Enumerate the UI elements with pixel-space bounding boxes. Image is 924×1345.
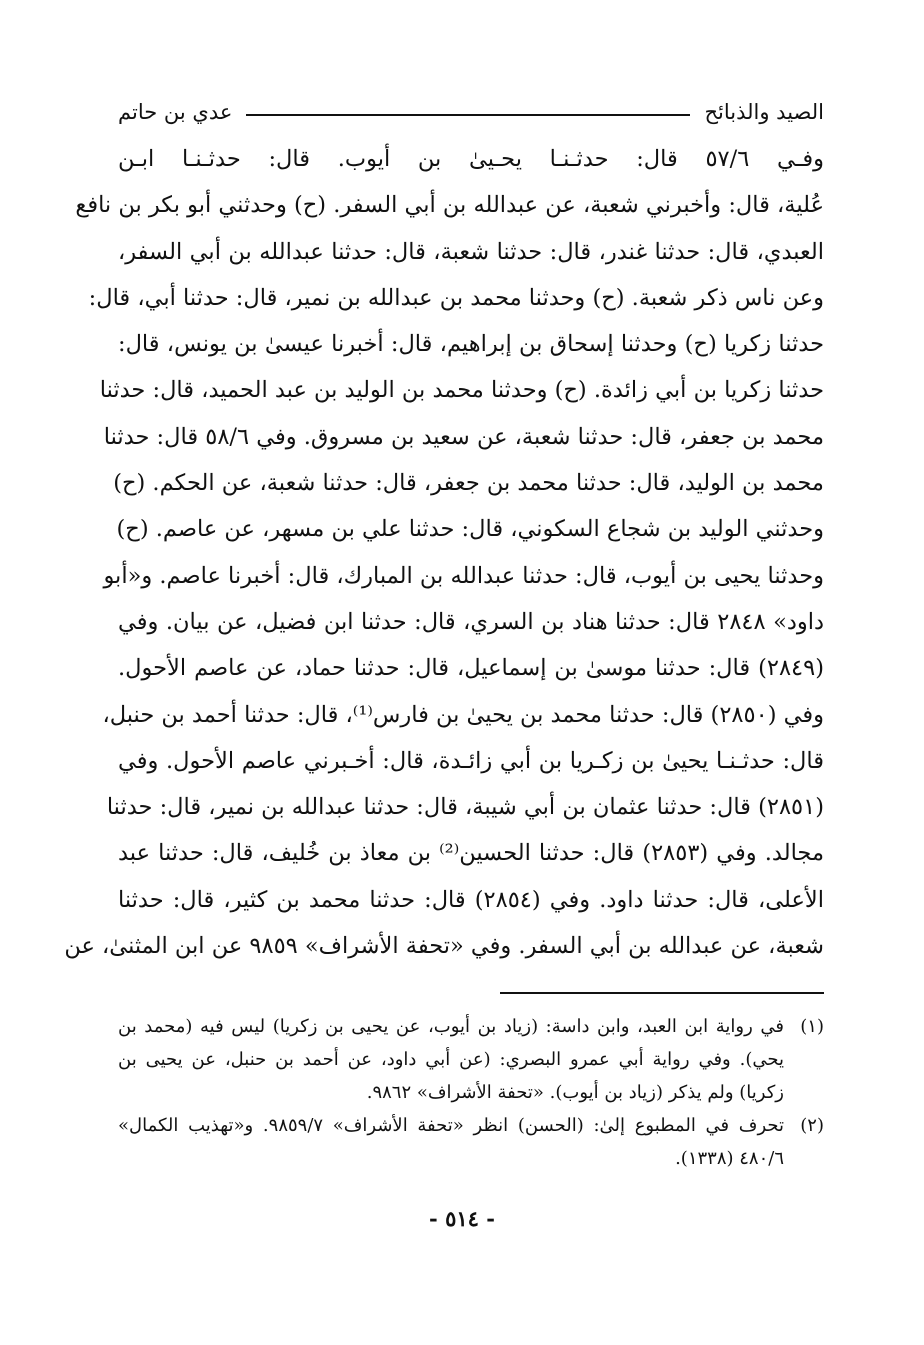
text-line: حدثنا زكريا بن أبي زائدة. (ح) وحدثنا محمد بن الوليد بن عبد الحميد، قال: حدثنا xyxy=(99,377,824,404)
footnote-line: ٤٨٠/٦ (١٣٣٨). xyxy=(675,1148,784,1169)
footnote-number: (٢) xyxy=(800,1115,824,1136)
text-line: داود» ٢٨٤٨ قال: حدثنا هناد بن السري، قال: حدثنا ابن فضيل، عن بيان. وفي xyxy=(118,608,824,635)
text-line: العبدي، قال: حدثنا غندر، قال: حدثنا شعبة، قال: حدثنا عبدالله بن أبي السفر، xyxy=(118,238,824,265)
running-header xyxy=(118,92,824,132)
header-chapter-title: الصيد والذبائح xyxy=(704,100,824,124)
header-section-title: عدي بن حاتم xyxy=(118,100,233,124)
footnote-line: يحي). وفي رواية أبي عمرو البصري: (عن أبي داود، عن أحمد بن حنبل، عن يحيى بن xyxy=(118,1049,784,1070)
text-line: حدثنا زكريا (ح) وحدثنا إسحاق بن إبراهيم، قال: أخبرنا عيسىٰ بن يونس، قال: xyxy=(118,331,824,358)
text-line: الأعلى، قال: حدثنا داود. وفي (٢٨٥٤) قال: حدثنا محمد بن كثير، قال: حدثنا xyxy=(118,886,824,913)
text-line: محمد بن الوليد، قال: حدثنا محمد بن جعفر، قال: حدثنا شعبة، عن الحكم. (ح) xyxy=(113,470,824,497)
text-line: (٢٨٤٩) قال: حدثنا موسىٰ بن إسماعيل، قال: حدثنا حماد، عن عاصم الأحول. xyxy=(118,655,824,682)
text-line: شعبة، عن عبدالله بن أبي السفر. وفي «تحفة الأشراف» ٩٨٥٩ عن ابن المثنىٰ، عن xyxy=(64,933,824,960)
footnote-line: تحرف في المطبوع إلىٰ: (الحسن) انظر «تحفة الأشراف» ٩٨٥٩/٧. و«تهذيب الكمال» xyxy=(118,1115,785,1136)
footnotes xyxy=(118,1010,824,1175)
text-line: وفـي ٥٧/٦ قال: حدثـنـا يحـيىٰ بن أيوب. قال: حدثـنـا ابـن xyxy=(118,146,824,172)
text-line: عُلية، قال: وأخبرني شعبة، عن عبدالله بن أبي السفر. (ح) وحدثني أبو بكر بن نافع xyxy=(75,192,824,219)
text-line: وفي (٢٨٥٠) قال: حدثنا محمد بن يحيىٰ بن فارس⁽¹⁾، قال: حدثنا أحمد بن حنبل، xyxy=(102,701,824,728)
text-line: وعن ناس ذكر شعبة. (ح) وحدثنا محمد بن عبدالله بن نمير، قال: حدثنا أبي، قال: xyxy=(88,284,824,311)
main-text xyxy=(64,136,824,969)
footnote-text xyxy=(118,1109,784,1175)
text-line: وحدثنا يحيى بن أيوب، قال: حدثنا عبدالله بن المبارك، قال: أخبرنا عاصم. و«أبو xyxy=(103,562,824,589)
page-number: - ٥١٤ - xyxy=(429,1206,495,1231)
header-rule xyxy=(246,114,690,116)
footnote-line: في رواية ابن العبد، وابن داسة: (زياد بن أيوب، عن يحيى بن زكريا) ليس فيه (محمد بن xyxy=(118,1016,784,1037)
text-line: وحدثني الوليد بن شجاع السكوني، قال: حدثنا علي بن مسهر، عن عاصم. (ح) xyxy=(116,516,824,543)
footnote-2 xyxy=(118,1109,824,1175)
text-line: محمد بن جعفر، قال: حدثنا شعبة، عن سعيد بن مسروق. وفي ٥٨/٦ قال: حدثنا xyxy=(103,423,824,450)
text-line: (٢٨٥١) قال: حدثنا عثمان بن أبي شيبة، قال: حدثنا عبدالله بن نمير، قال: حدثنا xyxy=(106,794,824,821)
footnote-number: (١) xyxy=(800,1016,824,1037)
text-line: مجالد. وفي (٢٨٥٣) قال: حدثنا الحسين⁽²⁾ بن معاذ بن خُليف، قال: حدثنا عبد xyxy=(118,840,824,867)
footnote-text xyxy=(118,1010,784,1109)
text-line: قال: حدثـنـا يحيىٰ بن زكـريا بن أبي زائـدة، قال: أخـبرني عاصم الأحول. وفي xyxy=(118,747,824,774)
footnote-separator xyxy=(500,992,824,994)
footnote-line: زكريا) ولم يذكر (زياد بن أيوب). «تحفة الأشراف» ٩٨٦٢. xyxy=(366,1082,784,1103)
footnote-1 xyxy=(118,1010,824,1109)
